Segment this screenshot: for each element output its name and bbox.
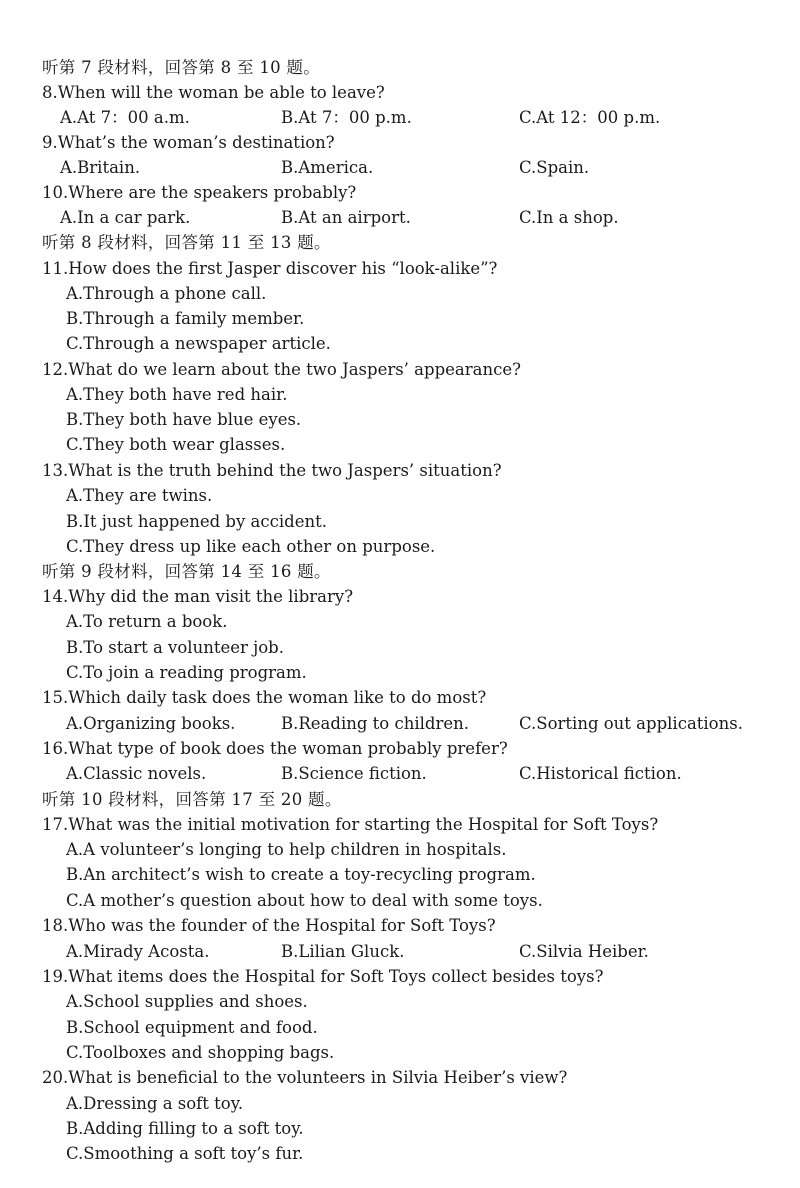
option-c: C.Toolboxes and shopping bags. — [66, 1043, 335, 1062]
question-16-stem-line — [0, 736, 800, 761]
question-stem: 20.What is beneficial to the volunteers in Silvia Heiber’s view? — [42, 1068, 568, 1087]
question-13-option-b — [0, 509, 800, 534]
option-c: C.At 12：00 p.m. — [519, 108, 661, 127]
option-a: A.To return a book. — [66, 612, 228, 631]
question-18-options — [0, 939, 800, 964]
option-c: C.Silvia Heiber. — [519, 942, 649, 961]
option-a: A.Britain. — [60, 158, 141, 177]
option-c: C.A mother’s question about how to deal with some toys. — [66, 891, 543, 910]
section-header-9 — [0, 559, 800, 584]
option-c: C.Sorting out applications. — [519, 714, 743, 733]
section-header-text: 听第 7 段材料，回答第 8 至 10 题。 — [42, 58, 321, 77]
option-c: C.Through a newspaper article. — [66, 334, 331, 353]
question-stem: 19.What items does the Hospital for Soft Toys collect besides toys? — [42, 967, 604, 986]
question-12-option-a — [0, 382, 800, 407]
question-14-option-b — [0, 635, 800, 660]
section-header-10 — [0, 787, 800, 812]
question-17-option-c — [0, 888, 800, 913]
option-b: B.At 7：00 p.m. — [281, 108, 412, 127]
option-b: B.Reading to children. — [281, 714, 469, 733]
option-c: C.Spain. — [519, 158, 590, 177]
question-18-stem-line — [0, 913, 800, 938]
question-10-options — [0, 205, 800, 230]
option-c: C.To join a reading program. — [66, 663, 307, 682]
option-a: A.Mirady Acosta. — [66, 942, 210, 961]
option-a: A.They both have red hair. — [66, 385, 288, 404]
question-12-stem-line — [0, 357, 800, 382]
question-stem: 12.What do we learn about the two Jaspers’ appearance? — [42, 360, 521, 379]
question-13-stem-line — [0, 458, 800, 483]
question-17-option-a — [0, 837, 800, 862]
question-10-stem-line — [0, 180, 800, 205]
question-stem: 15.Which daily task does the woman like to do most? — [42, 688, 487, 707]
section-header-text: 听第 9 段材料，回答第 14 至 16 题。 — [42, 562, 331, 581]
option-a: A.School supplies and shoes. — [66, 992, 308, 1011]
section-header-8 — [0, 230, 800, 255]
option-c: C.In a shop. — [519, 208, 619, 227]
section-header-7 — [0, 55, 800, 80]
option-b: B.An architect’s wish to create a toy-recycling program. — [66, 865, 536, 884]
question-17-option-b — [0, 862, 800, 887]
option-a: A.Organizing books. — [66, 714, 236, 733]
question-19-stem-line — [0, 964, 800, 989]
question-13-option-a — [0, 483, 800, 508]
question-14-option-a — [0, 609, 800, 634]
question-9-stem-line — [0, 130, 800, 155]
option-a: A.Classic novels. — [66, 764, 207, 783]
section-header-text: 听第 10 段材料，回答第 17 至 20 题。 — [42, 790, 342, 809]
question-20-stem-line — [0, 1065, 800, 1090]
question-19-option-b — [0, 1015, 800, 1040]
question-19-option-c — [0, 1040, 800, 1065]
question-stem: 16.What type of book does the woman probably prefer? — [42, 739, 508, 758]
question-stem: 11.How does the first Jasper discover his “look-alike”? — [42, 259, 498, 278]
question-20-option-b — [0, 1116, 800, 1141]
option-c: C.Historical fiction. — [519, 764, 682, 783]
question-stem: 17.What was the initial motivation for starting the Hospital for Soft Toys? — [42, 815, 659, 834]
question-14-stem-line — [0, 584, 800, 609]
question-19-option-a — [0, 989, 800, 1014]
option-b: B.To start a volunteer job. — [66, 638, 284, 657]
question-stem: 10.Where are the speakers probably? — [42, 183, 357, 202]
question-11-option-c — [0, 331, 800, 356]
option-a: A.In a car park. — [60, 208, 191, 227]
question-14-option-c — [0, 660, 800, 685]
question-stem: 14.Why did the man visit the library? — [42, 587, 354, 606]
option-b: B.At an airport. — [281, 208, 411, 227]
option-b: B.They both have blue eyes. — [66, 410, 302, 429]
question-9-options — [0, 155, 800, 180]
option-b: B.Through a family member. — [66, 309, 305, 328]
question-20-option-c — [0, 1141, 800, 1166]
option-c: C.They both wear glasses. — [66, 435, 286, 454]
option-b: B.School equipment and food. — [66, 1018, 318, 1037]
question-stem: 18.Who was the founder of the Hospital for Soft Toys? — [42, 916, 496, 935]
question-20-option-a — [0, 1091, 800, 1116]
question-stem: 8.When will the woman be able to leave? — [42, 83, 385, 102]
question-16-options — [0, 761, 800, 786]
option-a: A.At 7：00 a.m. — [60, 108, 190, 127]
question-11-option-a — [0, 281, 800, 306]
question-stem: 9.What’s the woman’s destination? — [42, 133, 335, 152]
question-stem: 13.What is the truth behind the two Jaspers’ situation? — [42, 461, 502, 480]
option-b: B.America. — [281, 158, 374, 177]
option-a: A.A volunteer’s longing to help children in hospitals. — [66, 840, 507, 859]
question-15-stem-line — [0, 685, 800, 710]
option-c: C.Smoothing a soft toy’s fur. — [66, 1144, 304, 1163]
section-header-text: 听第 8 段材料，回答第 11 至 13 题。 — [42, 233, 331, 252]
option-b: B.Lilian Gluck. — [281, 942, 405, 961]
question-17-stem-line — [0, 812, 800, 837]
option-b: B.Adding filling to a soft toy. — [66, 1119, 304, 1138]
question-11-stem-line — [0, 256, 800, 281]
option-b: B.Science fiction. — [281, 764, 427, 783]
option-a: A.They are twins. — [66, 486, 213, 505]
option-c: C.They dress up like each other on purpose. — [66, 537, 436, 556]
question-12-option-c — [0, 432, 800, 457]
question-8-options — [0, 105, 800, 130]
question-13-option-c — [0, 534, 800, 559]
option-a: A.Through a phone call. — [66, 284, 267, 303]
question-11-option-b — [0, 306, 800, 331]
question-15-options — [0, 711, 800, 736]
option-b: B.It just happened by accident. — [66, 512, 327, 531]
question-12-option-b — [0, 407, 800, 432]
option-a: A.Dressing a soft toy. — [66, 1094, 244, 1113]
question-8-stem-line — [0, 80, 800, 105]
